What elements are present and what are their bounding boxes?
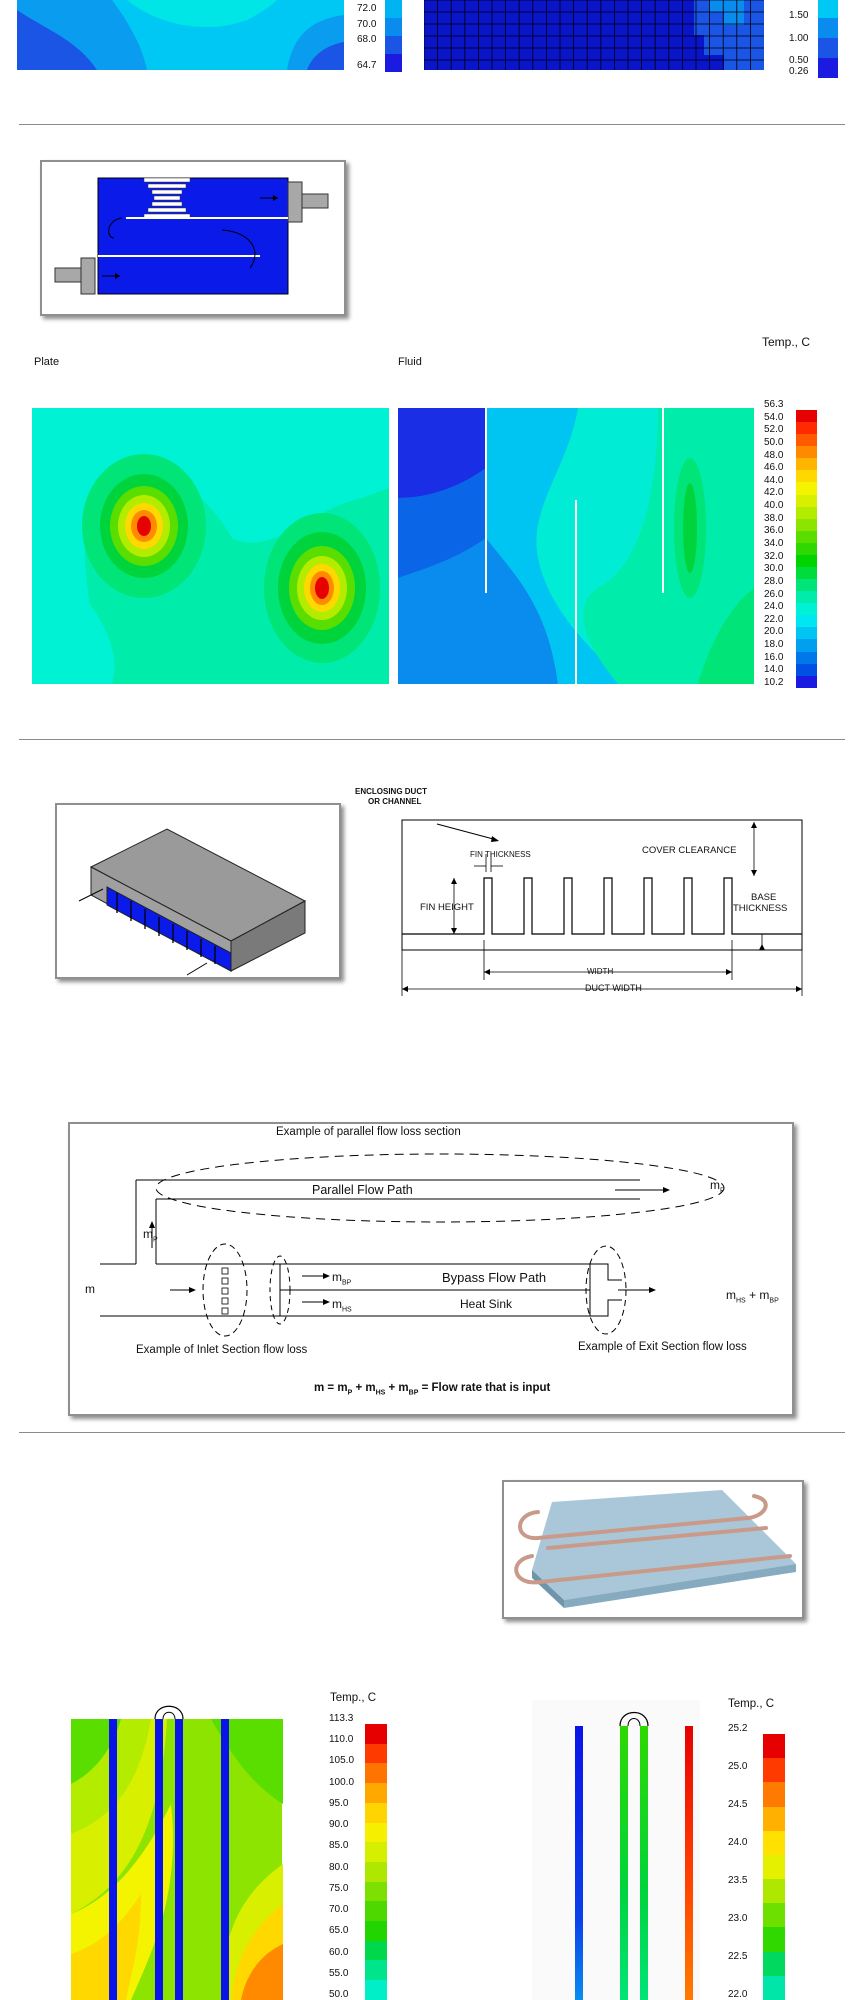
contour-plot-top-left xyxy=(17,0,344,70)
fluid-over-plate-contour xyxy=(71,1694,283,2000)
legend-tick: 56.3 xyxy=(764,399,784,410)
m-bp-label xyxy=(332,1270,351,1286)
colorbar-segment xyxy=(796,579,817,591)
legend-tick: 26.0 xyxy=(764,588,784,600)
colorbar-segment xyxy=(796,603,817,615)
legend-tick: 36.0 xyxy=(764,525,784,537)
formula-plus-m: + m xyxy=(355,1382,376,1394)
legend-tick: 16.0 xyxy=(764,651,784,663)
mesh-grid-plot xyxy=(424,0,764,70)
colorbar-segment xyxy=(796,434,817,446)
colorbar-segment xyxy=(796,531,817,543)
legend-tick: 95.0 xyxy=(329,1797,349,1809)
section-1 xyxy=(0,0,867,90)
colorbar-segment xyxy=(763,1831,785,1855)
fluid-tube-contour xyxy=(532,1700,700,2000)
colorbar-segment xyxy=(796,543,817,555)
colorbar-segment xyxy=(365,1842,387,1862)
colorbar-segment xyxy=(365,1980,387,2000)
legend-tick: 10.2 xyxy=(764,677,784,688)
right-legend-title: Temp., C xyxy=(728,1698,775,1710)
fluid-label: Fluid xyxy=(398,356,422,368)
legend-tick: 55.0 xyxy=(329,1967,349,1979)
legend-tick: 40.0 xyxy=(764,500,784,512)
hotspot-2 xyxy=(264,513,380,663)
bypass-flow-path-label: Bypass Flow Path xyxy=(442,1270,547,1285)
legend-tick: 24.0 xyxy=(764,601,784,613)
colorbar-segment xyxy=(365,1901,387,1921)
flow-rate-formula xyxy=(314,1382,550,1396)
legend-tick: 1.00 xyxy=(789,33,809,44)
duct-width-label: DUCT WIDTH xyxy=(585,983,642,993)
section-divider xyxy=(19,739,845,740)
heat-sink-label: Heat Sink xyxy=(460,1297,513,1311)
formula-sub-bp: BP xyxy=(408,1389,419,1397)
colorbar-segment xyxy=(796,482,817,494)
legend-tick: 70.0 xyxy=(329,1904,349,1916)
legend-tick: 100.0 xyxy=(329,1776,355,1788)
enclosing-duct-label: ENCLOSING DUCT xyxy=(355,787,427,796)
legend-top-left-colors xyxy=(385,0,402,72)
subscript-bp: BP xyxy=(769,1297,779,1305)
legend-tick: 24.5 xyxy=(728,1799,748,1810)
legend-tick: 105.0 xyxy=(329,1755,355,1767)
legend-tick: 28.0 xyxy=(764,575,784,587)
colorbar-segment xyxy=(796,627,817,639)
parallel-flow-path-label: Parallel Flow Path xyxy=(312,1183,413,1197)
inlet-m-label: m xyxy=(85,1282,95,1296)
fin-thickness-label: FIN THICKNESS xyxy=(470,850,531,859)
legend-tick: 48.0 xyxy=(764,449,784,461)
plate-temperature-contour xyxy=(32,408,389,684)
m-symbol: m xyxy=(332,1270,342,1284)
hotspot-1 xyxy=(82,454,206,598)
legend-tick: 14.0 xyxy=(764,664,784,676)
legend-tick: 46.0 xyxy=(764,462,784,474)
subscript-hs: HS xyxy=(736,1297,746,1305)
base-thickness-label: THICKNESS xyxy=(733,903,788,914)
colorbar-segment xyxy=(763,1758,785,1782)
fin-height-label: FIN HEIGHT xyxy=(420,902,474,913)
flow-loss-diagram xyxy=(68,1122,794,1416)
legend-tick: 52.0 xyxy=(764,424,784,436)
colorbar-segment xyxy=(763,1855,785,1879)
exit-m-p-label xyxy=(710,1178,725,1194)
m-symbol: m xyxy=(332,1297,342,1311)
base-thickness-label: BASE xyxy=(751,892,777,903)
exit-example-label: Example of Exit Section flow loss xyxy=(578,1341,747,1353)
colorbar-segment xyxy=(796,591,817,603)
left-legend-colorbar xyxy=(365,1724,387,2000)
parallel-section-title: Example of parallel flow loss section xyxy=(276,1126,461,1138)
legend-tick: 22.0 xyxy=(764,613,784,625)
legend-tick: 65.0 xyxy=(329,1925,349,1937)
colorbar-segment xyxy=(796,458,817,470)
legend-tick: 30.0 xyxy=(764,563,784,575)
formula-plus-m: + m xyxy=(388,1382,409,1394)
colorbar-segment xyxy=(763,1782,785,1806)
riser-m-p-label xyxy=(143,1227,158,1243)
subscript-hs: HS xyxy=(342,1306,352,1314)
legend-tick: 18.0 xyxy=(764,639,784,651)
legend-tick: 80.0 xyxy=(329,1861,349,1873)
width-label: WIDTH xyxy=(587,967,614,976)
colorbar-segment xyxy=(763,1927,785,1951)
colorbar-segment xyxy=(365,1803,387,1823)
colorbar-segment xyxy=(796,495,817,507)
legend-tick: 50.0 xyxy=(329,1989,349,2000)
colorbar-segment xyxy=(796,652,817,664)
heat-sink-isometric xyxy=(57,805,339,977)
legend-tick: 64.7 xyxy=(357,60,377,71)
colorbar-segment xyxy=(796,567,817,579)
colorbar-segment xyxy=(365,1783,387,1803)
legend-tick: 20.0 xyxy=(764,626,784,638)
m-symbol: m xyxy=(710,1178,720,1192)
plus-m: + m xyxy=(745,1288,770,1302)
tubed-plate-rendering xyxy=(504,1482,802,1617)
legend-tick: 32.0 xyxy=(764,550,784,562)
colorbar-segment xyxy=(365,1921,387,1941)
legend-tick: 113.3 xyxy=(329,1713,354,1724)
legend-tick: 22.5 xyxy=(728,1951,748,1962)
inlet-example-label: Example of Inlet Section flow loss xyxy=(136,1344,308,1356)
colorbar-segment xyxy=(796,507,817,519)
tubed-cold-plate-photo xyxy=(502,1480,804,1619)
colorbar-segment xyxy=(796,519,817,531)
colorbar-segment xyxy=(365,1941,387,1961)
plate-label: Plate xyxy=(34,356,60,368)
m-hs-label xyxy=(332,1297,352,1313)
subscript-p: P xyxy=(720,1187,725,1195)
legend-tick: 42.0 xyxy=(764,487,784,499)
subscript-bp: BP xyxy=(342,1279,352,1287)
legend-tick: 85.0 xyxy=(329,1840,349,1852)
formula-sub-hs: HS xyxy=(375,1389,386,1397)
exit-total-label xyxy=(726,1288,779,1304)
cold-plate-schematic xyxy=(40,160,346,316)
subscript-p: P xyxy=(153,1236,158,1244)
legend-top-right-colors xyxy=(818,0,838,78)
colorbar-segment xyxy=(763,1903,785,1927)
m-symbol: m xyxy=(726,1288,736,1302)
colorbar-segment xyxy=(796,422,817,434)
legend-tick: 34.0 xyxy=(764,538,784,549)
colorbar-segment xyxy=(365,1744,387,1764)
legend-tick: 38.0 xyxy=(764,512,784,524)
legend-tick: 23.5 xyxy=(728,1875,748,1886)
colorbar-segment xyxy=(796,446,817,458)
legend-tick: 0.50 xyxy=(789,55,809,66)
formula-tail: = Flow rate that is input xyxy=(421,1382,551,1394)
heat-sink-3d-view xyxy=(55,803,341,979)
formula-m: m = m xyxy=(314,1382,348,1394)
colorbar-segment xyxy=(365,1724,387,1744)
colorbar-segment xyxy=(763,1734,785,1758)
colorbar-segment xyxy=(365,1882,387,1902)
colorbar-segment xyxy=(365,1763,387,1783)
legend-tick: 44.0 xyxy=(764,474,784,486)
temp-legend-colorbar xyxy=(796,410,817,688)
right-legend-colorbar xyxy=(763,1734,785,2000)
colorbar-segment xyxy=(796,639,817,651)
cold-plate-flow-diagram xyxy=(42,162,344,314)
legend-tick: 50.0 xyxy=(764,436,784,448)
colorbar-segment xyxy=(763,1879,785,1903)
temp-legend-title: Temp., C xyxy=(762,335,811,349)
colorbar-segment xyxy=(365,1823,387,1843)
colorbar-segment xyxy=(365,1960,387,1980)
colorbar-segment xyxy=(796,664,817,676)
legend-tick: 90.0 xyxy=(329,1819,349,1831)
section-divider xyxy=(19,1432,845,1433)
colorbar-segment xyxy=(365,1862,387,1882)
legend-tick: 54.0 xyxy=(764,411,784,423)
legend-tick: 25.2 xyxy=(728,1723,748,1734)
legend-tick: 70.0 xyxy=(357,19,377,30)
legend-tick: 110.0 xyxy=(329,1734,354,1746)
colorbar-segment xyxy=(796,555,817,567)
colorbar-segment xyxy=(763,1807,785,1831)
colorbar-segment xyxy=(796,676,817,688)
colorbar-segment xyxy=(796,470,817,482)
colorbar-segment xyxy=(796,615,817,627)
colorbar-segment xyxy=(763,1976,785,2000)
legend-tick: 60.0 xyxy=(329,1946,349,1958)
legend-tick: 75.0 xyxy=(329,1882,349,1894)
formula-sub-p: P xyxy=(347,1389,353,1397)
legend-tick: 24.0 xyxy=(728,1837,748,1848)
m-symbol: m xyxy=(143,1227,153,1241)
fluid-temperature-contour xyxy=(398,408,754,684)
legend-tick: 0.26 xyxy=(789,66,809,77)
colorbar-segment xyxy=(796,410,817,422)
flow-network-schematic xyxy=(70,1124,792,1414)
legend-tick: 23.0 xyxy=(728,1913,748,1924)
legend-tick: 1.50 xyxy=(789,10,809,21)
legend-tick: 68.0 xyxy=(357,34,377,45)
cover-clearance-label: COVER CLEARANCE xyxy=(642,845,737,856)
colorbar-segment xyxy=(763,1952,785,1976)
legend-tick: 25.0 xyxy=(728,1761,748,1772)
section-divider xyxy=(19,124,845,125)
enclosing-duct-label: OR CHANNEL xyxy=(368,797,422,806)
left-legend-title: Temp., C xyxy=(330,1692,377,1704)
legend-tick: 22.0 xyxy=(728,1989,748,2000)
legend-tick: 72.0 xyxy=(357,3,377,14)
